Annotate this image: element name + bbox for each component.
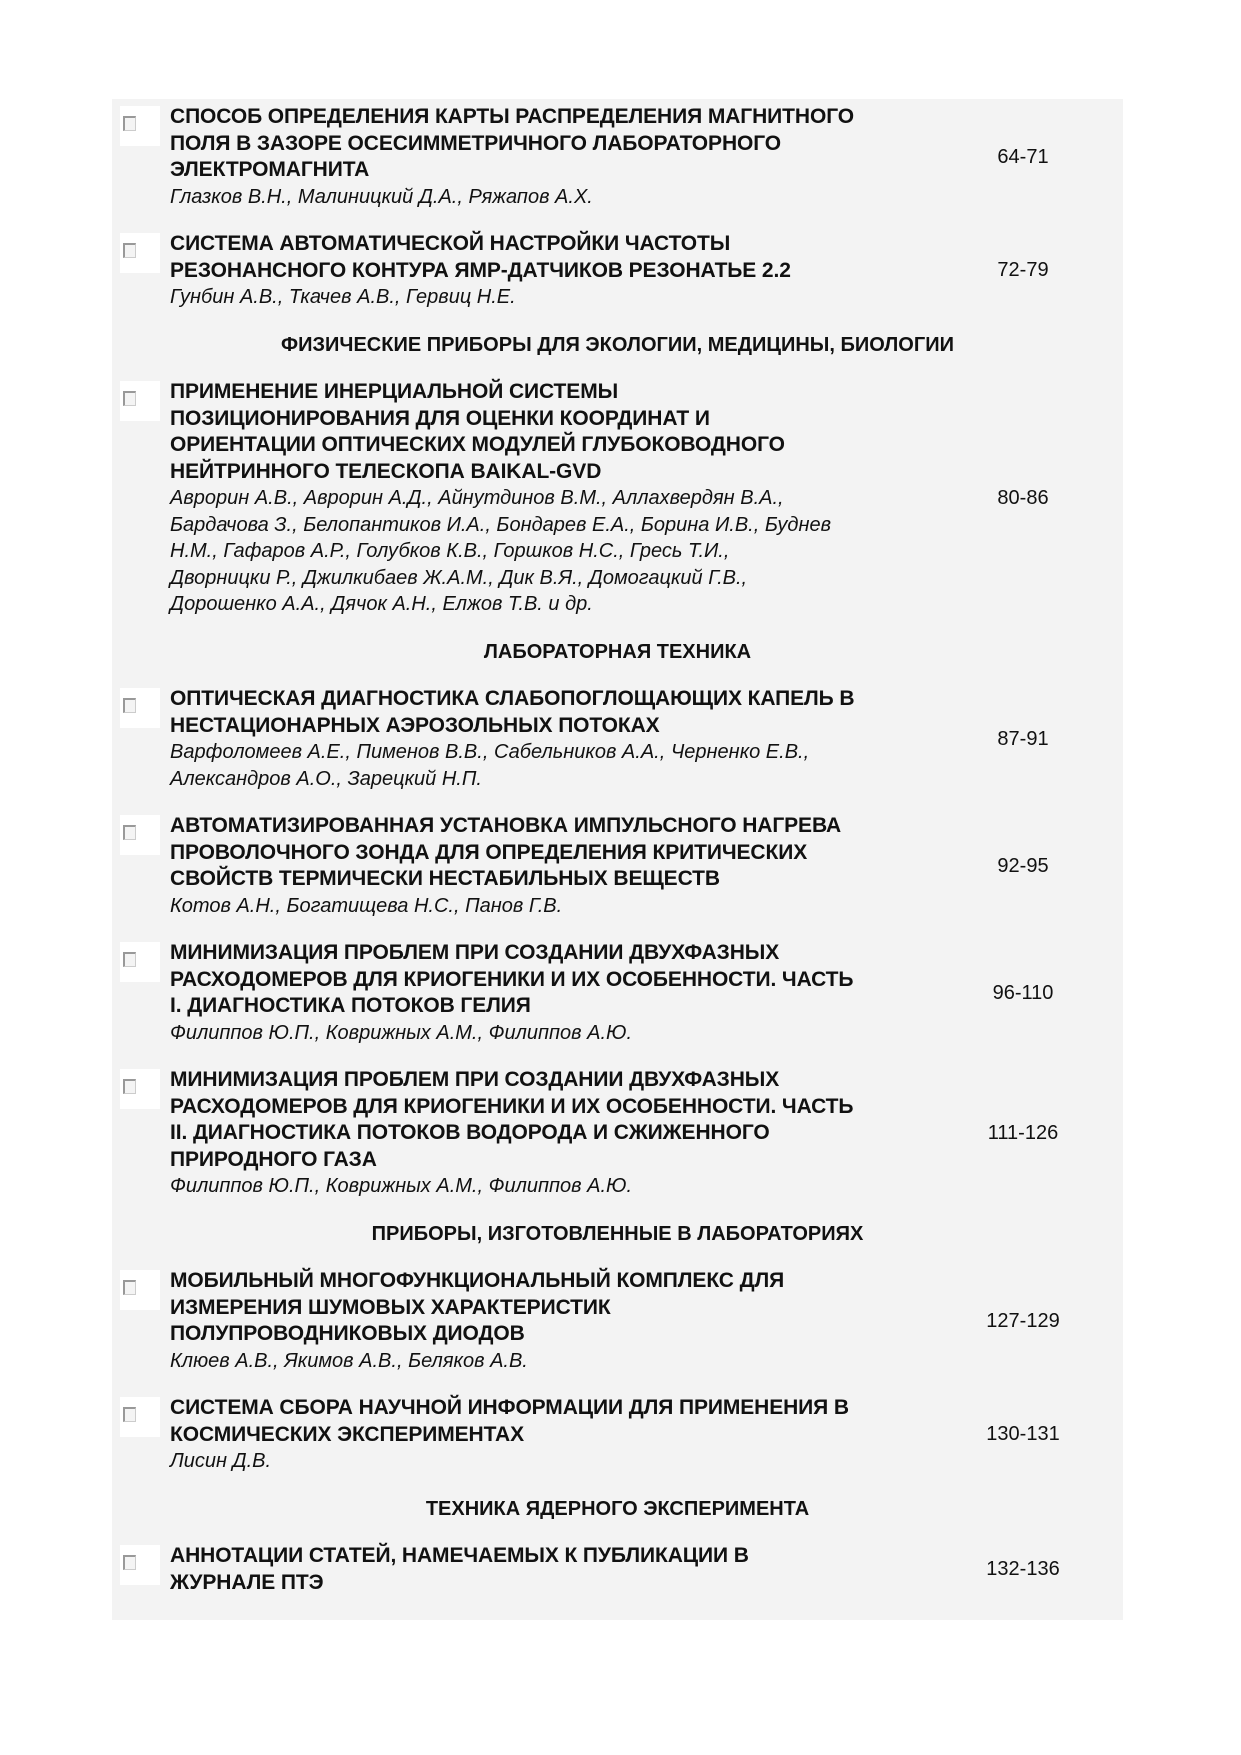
table-of-contents: [112, 99, 1123, 1620]
checkbox-icon[interactable]: [120, 1270, 160, 1310]
article-authors: Аврорин А.В., Аврорин А.Д., Айнутдинов В.М., Аллахвердян В.А., Бардачова З., Белопантиков И.А., Бондарев Е.А., Борина И.В., Буднев Н.М., Гафаров А.Р., Голубков К.В., Горшков Н.С., Гресь Т.И., Дворницки Р., Джилкибаев Ж.А.М., Дик В.Я., Домогацкий Г.В., Дорошенко А.А., Дячок А.Н., Елжов Т.В. и др.: [170, 487, 832, 615]
article-title[interactable]: СИСТЕМА СБОРА НАУЧНОЙ ИНФОРМАЦИИ ДЛЯ ПРИМЕНЕНИЯ В КОСМИЧЕСКИХ ЭКСПЕРИМЕНТАХ: [170, 1396, 849, 1446]
article-authors: Глазков В.Н., Малиницкий Д.А., Ряжапов А.Х.: [170, 185, 593, 208]
article-title[interactable]: ОПТИЧЕСКАЯ ДИАГНОСТИКА СЛАБОПОГЛОЩАЮЩИХ КАПЕЛЬ В НЕСТАЦИОНАРНЫХ АЭРОЗОЛЬНЫХ ПОТОКАХ: [170, 687, 855, 737]
article-entry: [112, 1543, 1123, 1596]
article-entry: [112, 686, 1123, 792]
article-authors: Котов А.Н., Богатищева Н.С., Панов Г.В.: [170, 894, 563, 917]
article-title[interactable]: АВТОМАТИЗИРОВАННАЯ УСТАНОВКА ИМПУЛЬСНОГО НАГРЕВА ПРОВОЛОЧНОГО ЗОНДА ДЛЯ ОПРЕДЕЛЕНИЯ КРИТИЧЕСКИХ СВОЙСТВ ТЕРМИЧЕСКИ НЕСТАБИЛЬНЫХ ВЕЩЕСТВ: [170, 814, 842, 890]
article-title[interactable]: МОБИЛЬНЫЙ МНОГОФУНКЦИОНАЛЬНЫЙ КОМПЛЕКС ДЛЯ ИЗМЕРЕНИЯ ШУМОВЫХ ХАРАКТЕРИСТИК ПОЛУПРОВОДНИКОВЫХ ДИОДОВ: [170, 1269, 785, 1345]
checkbox-icon[interactable]: [120, 381, 160, 421]
article-entry: [112, 1268, 1123, 1374]
article-pages: 130-131: [986, 1423, 1060, 1446]
article-pages: 132-136: [986, 1558, 1060, 1580]
checkbox-icon[interactable]: [120, 1397, 160, 1437]
article-entry: [112, 1395, 1123, 1475]
section-heading: ФИЗИЧЕСКИЕ ПРИБОРЫ ДЛЯ ЭКОЛОГИИ, МЕДИЦИНЫ, БИОЛОГИИ: [281, 333, 954, 356]
section-heading: ТЕХНИКА ЯДЕРНОГО ЭКСПЕРИМЕНТА: [425, 1497, 810, 1520]
article-pages: 127-129: [986, 1309, 1060, 1332]
article-title[interactable]: АННОТАЦИИ СТАТЕЙ, НАМЕЧАЕМЫХ К ПУБЛИКАЦИИ В ЖУРНАЛЕ ПТЭ: [170, 1544, 749, 1594]
article-authors: Филиппов Ю.П., Коврижных А.М., Филиппов А.Ю.: [170, 1021, 633, 1044]
article-pages: 64-71: [997, 145, 1049, 168]
article-title[interactable]: МИНИМИЗАЦИЯ ПРОБЛЕМ ПРИ СОЗДАНИИ ДВУХФАЗНЫХ РАСХОДОМЕРОВ ДЛЯ КРИОГЕНИКИ И ИХ ОСОБЕННОСТИ. ЧАСТЬ II. ДИАГНОСТИКА ПОТОКОВ ВОДОРОДА И СЖИЖЕННОГО ПРИРОДНОГО ГАЗА: [170, 1068, 854, 1171]
article-authors: Филиппов Ю.П., Коврижных А.М., Филиппов А.Ю.: [170, 1175, 633, 1197]
checkbox-icon[interactable]: [120, 688, 160, 728]
article-authors: Лисин Д.В.: [170, 1450, 272, 1472]
article-title[interactable]: ПРИМЕНЕНИЕ ИНЕРЦИАЛЬНОЙ СИСТЕМЫ ПОЗИЦИОНИРОВАНИЯ ДЛЯ ОЦЕНКИ КООРДИНАТ И ОРИЕНТАЦИИ ОПТИЧЕСКИХ МОДУЛЕЙ ГЛУБОКОВОДНОГО НЕЙТРИННОГО ТЕЛЕСКОПА BAIKAL-GVD: [170, 380, 785, 483]
section-heading: ЛАБОРАТОРНАЯ ТЕХНИКА: [483, 640, 752, 663]
article-pages: 92-95: [997, 854, 1049, 877]
article-title[interactable]: МИНИМИЗАЦИЯ ПРОБЛЕМ ПРИ СОЗДАНИИ ДВУХФАЗНЫХ РАСХОДОМЕРОВ ДЛЯ КРИОГЕНИКИ И ИХ ОСОБЕННОСТИ. ЧАСТЬ I. ДИАГНОСТИКА ПОТОКОВ ГЕЛИЯ: [170, 941, 854, 1017]
checkbox-icon[interactable]: [120, 1545, 160, 1585]
article-authors: Варфоломеев А.Е., Пименов В.В., Сабельников А.А., Черненко Е.В., Александров А.О., Зарецкий Н.П.: [170, 741, 810, 790]
article-entry: [112, 813, 1123, 919]
article-title[interactable]: СПОСОБ ОПРЕДЕЛЕНИЯ КАРТЫ РАСПРЕДЕЛЕНИЯ МАГНИТНОГО ПОЛЯ В ЗАЗОРЕ ОСЕСИММЕТРИЧНОГО ЛАБОРАТОРНОГО ЭЛЕКТРОМАГНИТА: [170, 105, 854, 181]
article-entry: [112, 379, 1123, 618]
article-entry: [112, 231, 1123, 311]
checkbox-icon[interactable]: [120, 1069, 160, 1109]
article-title[interactable]: СИСТЕМА АВТОМАТИЧЕСКОЙ НАСТРОЙКИ ЧАСТОТЫ РЕЗОНАНСНОГО КОНТУРА ЯМР-ДАТЧИКОВ РЕЗОНАТЬЕ 2.2: [170, 232, 791, 282]
article-authors: Клюев А.В., Якимов А.В., Беляков А.В.: [170, 1349, 528, 1372]
article-pages: 80-86: [997, 486, 1049, 509]
section-heading: ПРИБОРЫ, ИЗГОТОВЛЕННЫЕ В ЛАБОРАТОРИЯХ: [371, 1222, 864, 1245]
article-entry: [112, 1067, 1123, 1200]
article-pages: 87-91: [997, 727, 1049, 750]
checkbox-icon[interactable]: [120, 815, 160, 855]
checkbox-icon[interactable]: [120, 106, 160, 146]
article-pages: 72-79: [997, 259, 1049, 282]
article-entry: [112, 104, 1123, 210]
article-pages: 111-126: [987, 1121, 1059, 1144]
article-pages: 96-110: [992, 981, 1054, 1004]
checkbox-icon[interactable]: [120, 942, 160, 982]
article-authors: Гунбин А.В., Ткачев А.В., Гервиц Н.Е.: [170, 286, 516, 308]
checkbox-icon[interactable]: [120, 233, 160, 273]
article-entry: [112, 940, 1123, 1046]
